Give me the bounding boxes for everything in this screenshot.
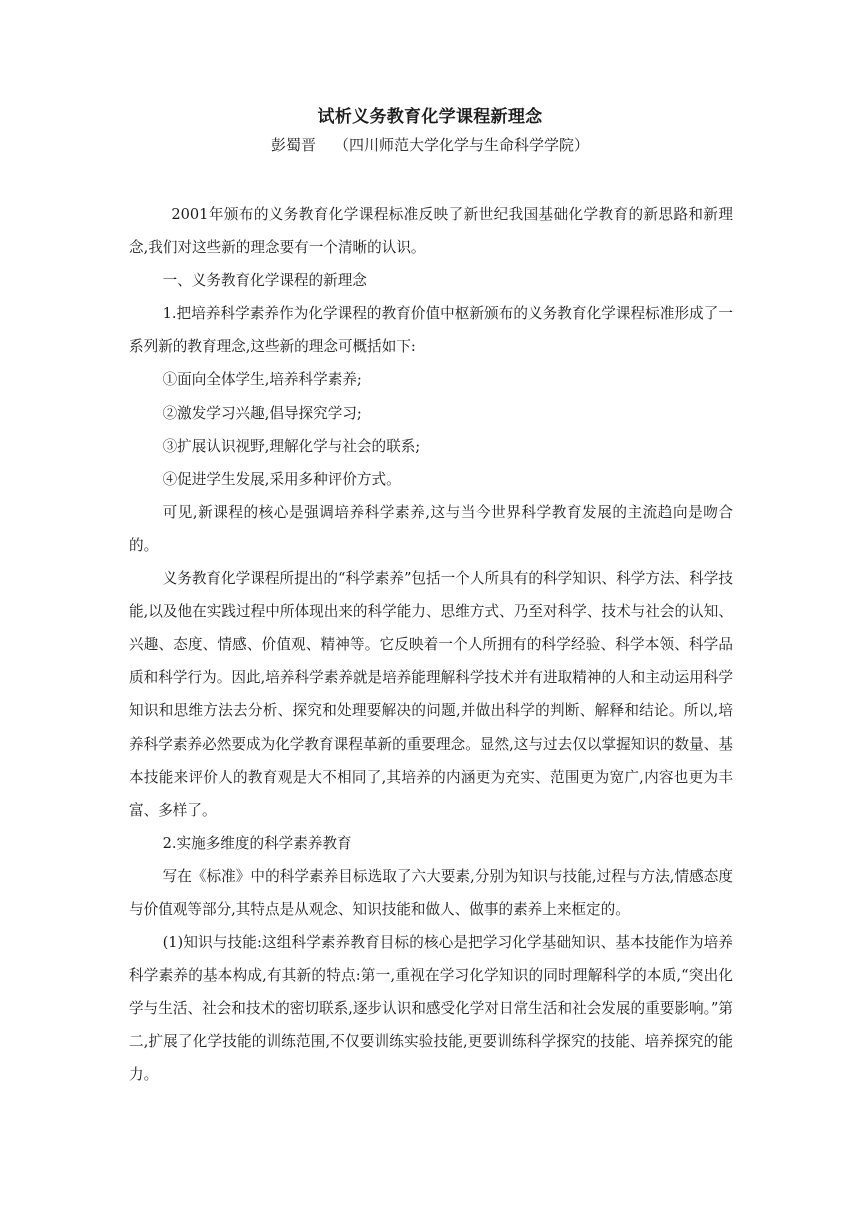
document-body xyxy=(129,198,733,1092)
paragraph-point-1: 1.把培养科学素养作为化学课程的教育价值中枢新颁布的义务教育化学课程标准形成了一系列新的教育理念,这些新的理念可概括如下: xyxy=(129,305,733,356)
paragraph-knowledge-skills: (1)知识与技能:这组科学素养教育目标的核心是把学习化学基础知识、基本技能作为培养科学素养的基本构成,有其新的特点:第一,重视在学习化学知识的同时理解科学的本质,“突出化学与生活、社会和技术的密切联系,逐步认识和感受化学对日常生活和社会发展的重要影响。”第二,扩展了化学技能的训练范围,不仅要训练实验技能,更要训练科学探究的技能、培养探究的能力。 xyxy=(129,934,733,1084)
section-heading-2: 2.实施多维度的科学素养教育 xyxy=(162,834,352,852)
list-item-3: ③扩展认识视野,理解化学与社会的联系; xyxy=(162,437,421,455)
list-item-4: ④促进学生发展,采用多种评价方式。 xyxy=(162,470,401,488)
paragraph-science-literacy: 义务教育化学课程所提出的“科学素养”包括一个人所具有的科学知识、科学方法、科学技能,以及他在实践过程中所体现出来的科学能力、思维方式、乃至对科学、技术与社会的认知、兴趣、态度、情感、价值观、精神等。它反映着一个人所拥有的科学经验、科学本领、科学品质和科学行为。因此,培养科学素养就是培养能理解科学技术并有进取精神的人和主动运用科学知识和思维方法去分析、探究和处理要解决的问题,并做出科学的判断、解释和结论。所以,培养科学素养必然要成为化学教育课程革新的重要理念。显然,这与过去仅以掌握知识的数量、基本技能来评价人的教育观是大不相同了,其培养的内涵更为充实、范围更为宽广,内容也更为丰富、多样了。 xyxy=(129,570,733,819)
paragraph-standard: 写在《标准》中的科学素养目标选取了六大要素,分别为知识与技能,过程与方法,情感态度与价值观等部分,其特点是从观念、知识技能和做人、做事的素养上来框定的。 xyxy=(129,867,733,918)
author-affiliation: （四川师范大学化学与生命科学学院） xyxy=(334,136,590,154)
list-item-1: ①面向全体学生,培养科学素养; xyxy=(162,371,362,389)
author-line xyxy=(0,133,860,157)
paragraph-conclusion: 可见,新课程的核心是强调培养科学素养,这与当今世界科学教育发展的主流趋向是吻合的。 xyxy=(129,503,733,554)
paragraph-intro: 2001年颁布的义务教育化学课程标准反映了新世纪我国基础化学教育的新思路和新理念,我们对这些新的理念要有一个清晰的认识。 xyxy=(129,206,733,257)
section-heading-1: 一、义务教育化学课程的新理念 xyxy=(162,272,367,290)
list-item-2: ②激发学习兴趣,倡导探究学习; xyxy=(162,404,362,422)
document-title: 试析义务教育化学课程新理念 xyxy=(317,107,543,127)
author-name: 彭蜀晋 xyxy=(270,136,316,154)
